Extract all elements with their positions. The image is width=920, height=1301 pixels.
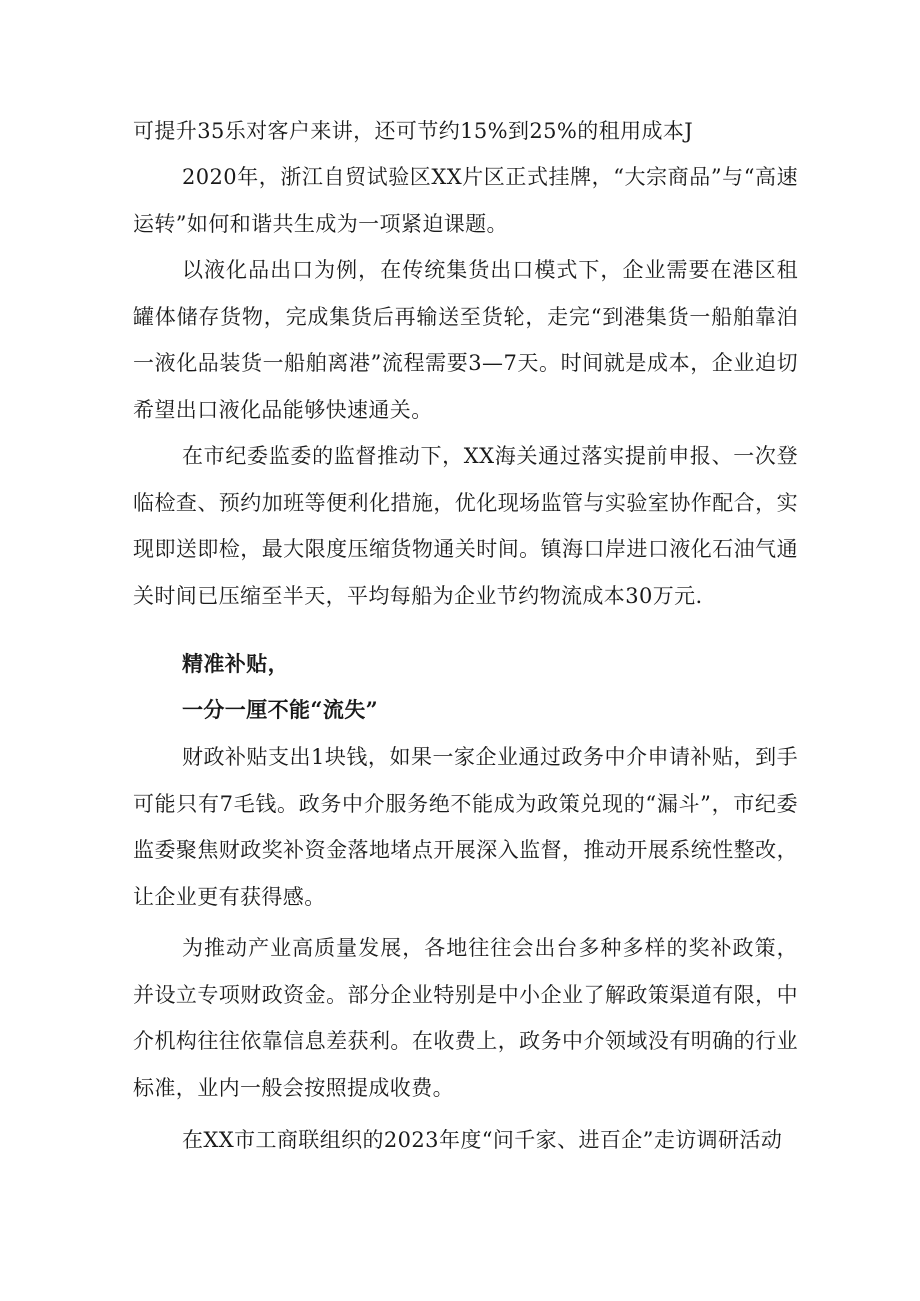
paragraph-industry-policy: 为推动产业高质量发展，各地往往会出台多种多样的奖补政策，并设立专项财政资金。部分企业特别是中小企业了解政策渠道有限，中介机构往往依靠信息差获利。在收费上，政务中介领域没有明确的行业标准，业内一般会按照提成收费。 [133, 936, 798, 1100]
paragraph-subsidy-funnel: 财政补贴支出1块钱，如果一家企业通过政务中介申请补贴，到手可能只有7毛钱。政务中介服务绝不能成为政策兑现的“漏斗”，市纪委监委聚焦财政奖补资金落地堵点开展深入监督，推动开展系统性整改，让企业更有获得感。 [133, 745, 798, 909]
section-heading-line-1: 精准补贴， [182, 651, 289, 676]
section-heading-line-2: 一分一厘不能“流失” [182, 697, 379, 722]
paragraph-survey-activity: 在XX市工商联组织的2023年度“问千家、进百企”走访调研活动 [182, 1128, 783, 1152]
paragraph-continuation: 可提升35乐对客户来讲，还可节约15%到25%的租用成本J [133, 119, 694, 143]
paragraph-liquid-export: 以液化品出口为例，在传统集货出口模式下，企业需要在港区租罐体储存货物，完成集货后再输送至货轮，走完“到港集货一船舶靠泊一液化品装货一船舶离港”流程需要3—7天。时间就是成本，企业迫切希望出口液化品能够快速通关。 [133, 258, 798, 422]
paragraph-customs-facilitation: 在市纪委监委的监督推动下，XX海关通过落实提前申报、一次登临检查、预约加班等便利化措施，优化现场监管与实验室协作配合，实现即送即检，最大限度压缩货物通关时间。镇海口岸进口液化石油气通关时间已压缩至半天，平均每船为企业节约物流成本30万元. [133, 444, 798, 608]
paragraph-free-trade-zone: 2020年，浙江自贸试验区XX片区正式挂牌，“大宗商品”与“高速运转”如何和谐共生成为一项紧迫课题。 [133, 165, 798, 236]
